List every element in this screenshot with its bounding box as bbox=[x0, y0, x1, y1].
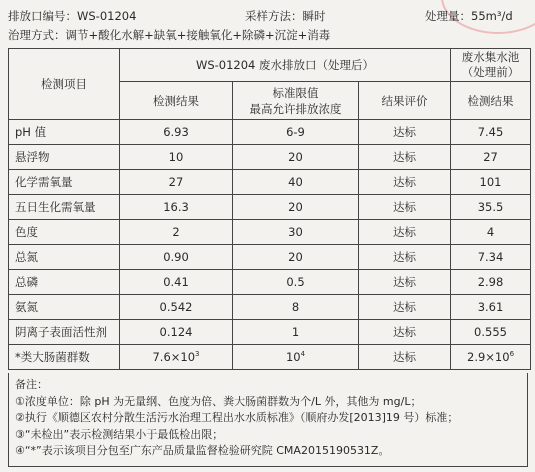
col-header-eval: 结果评价 bbox=[359, 82, 451, 120]
table-row: 总氮 0.90 20 达标 7.34 bbox=[9, 245, 531, 270]
group-header-after: WS-01204 废水排放口（处理后） bbox=[120, 49, 451, 82]
table-header-row bbox=[9, 49, 531, 82]
group-header-before: 废水集水池 （处理前） bbox=[451, 49, 531, 82]
col-header-before: 检测结果 bbox=[451, 82, 531, 120]
note-item: ④“*”表示该项目分包至广东产品质量监督检验研究院 CMA2015190531Z。 bbox=[15, 444, 390, 457]
table-row: 阴离子表面活性剂 0.124 1 达标 0.555 bbox=[9, 320, 531, 345]
treatment-process: 治理方式：调节+酸化水解+缺氧+接触氧化+除磷+沉淀+消毒 bbox=[8, 28, 331, 42]
note-item: ①浓度单位：除 pH 为无量纲、色度为倍、粪大肠菌群数为个/L 外，其他为 mg/L； bbox=[15, 394, 422, 408]
table-row: 总磷 0.41 0.5 达标 2.98 bbox=[9, 270, 531, 295]
note-item: ③“未检出”表示检测结果小于最低检出限； bbox=[15, 427, 224, 441]
col-header-limit: 标准限值 最高允许排放浓度 bbox=[233, 82, 359, 120]
sampling-method: 采样方法：瞬时 bbox=[245, 9, 326, 23]
note-item: ②执行《顺德区农村分散生活污水治理工程出水水质标准》（顺府办发[2013]19 号）标准； bbox=[15, 411, 459, 424]
table-row: pH 值 6.93 6-9 达标 7.45 bbox=[9, 120, 531, 145]
table-row: 五日生化需氧量 16.3 20 达标 35.5 bbox=[9, 195, 531, 220]
table-row: 色度 2 30 达标 4 bbox=[9, 220, 531, 245]
table-row: 化学需氧量 27 40 达标 101 bbox=[9, 170, 531, 195]
treatment-volume: 处理量：55m³/d bbox=[425, 9, 513, 23]
col-header-result: 检测结果 bbox=[120, 82, 233, 120]
outlet-number: 排放口编号：WS-01204 bbox=[8, 9, 137, 23]
notes-title: 备注： bbox=[15, 378, 48, 391]
table-row: 悬浮物 10 20 达标 27 bbox=[9, 145, 531, 170]
col-header-item: 检测项目 bbox=[9, 49, 120, 120]
results-table bbox=[8, 48, 531, 370]
table-row: 氨氮 0.542 8 达标 3.61 bbox=[9, 295, 531, 320]
notes-section bbox=[8, 373, 528, 467]
table-row: *类大肠菌群数 $7.6\times 10^3$ $10^4$ 达标 $2.9\times 10^6$ bbox=[9, 345, 531, 370]
